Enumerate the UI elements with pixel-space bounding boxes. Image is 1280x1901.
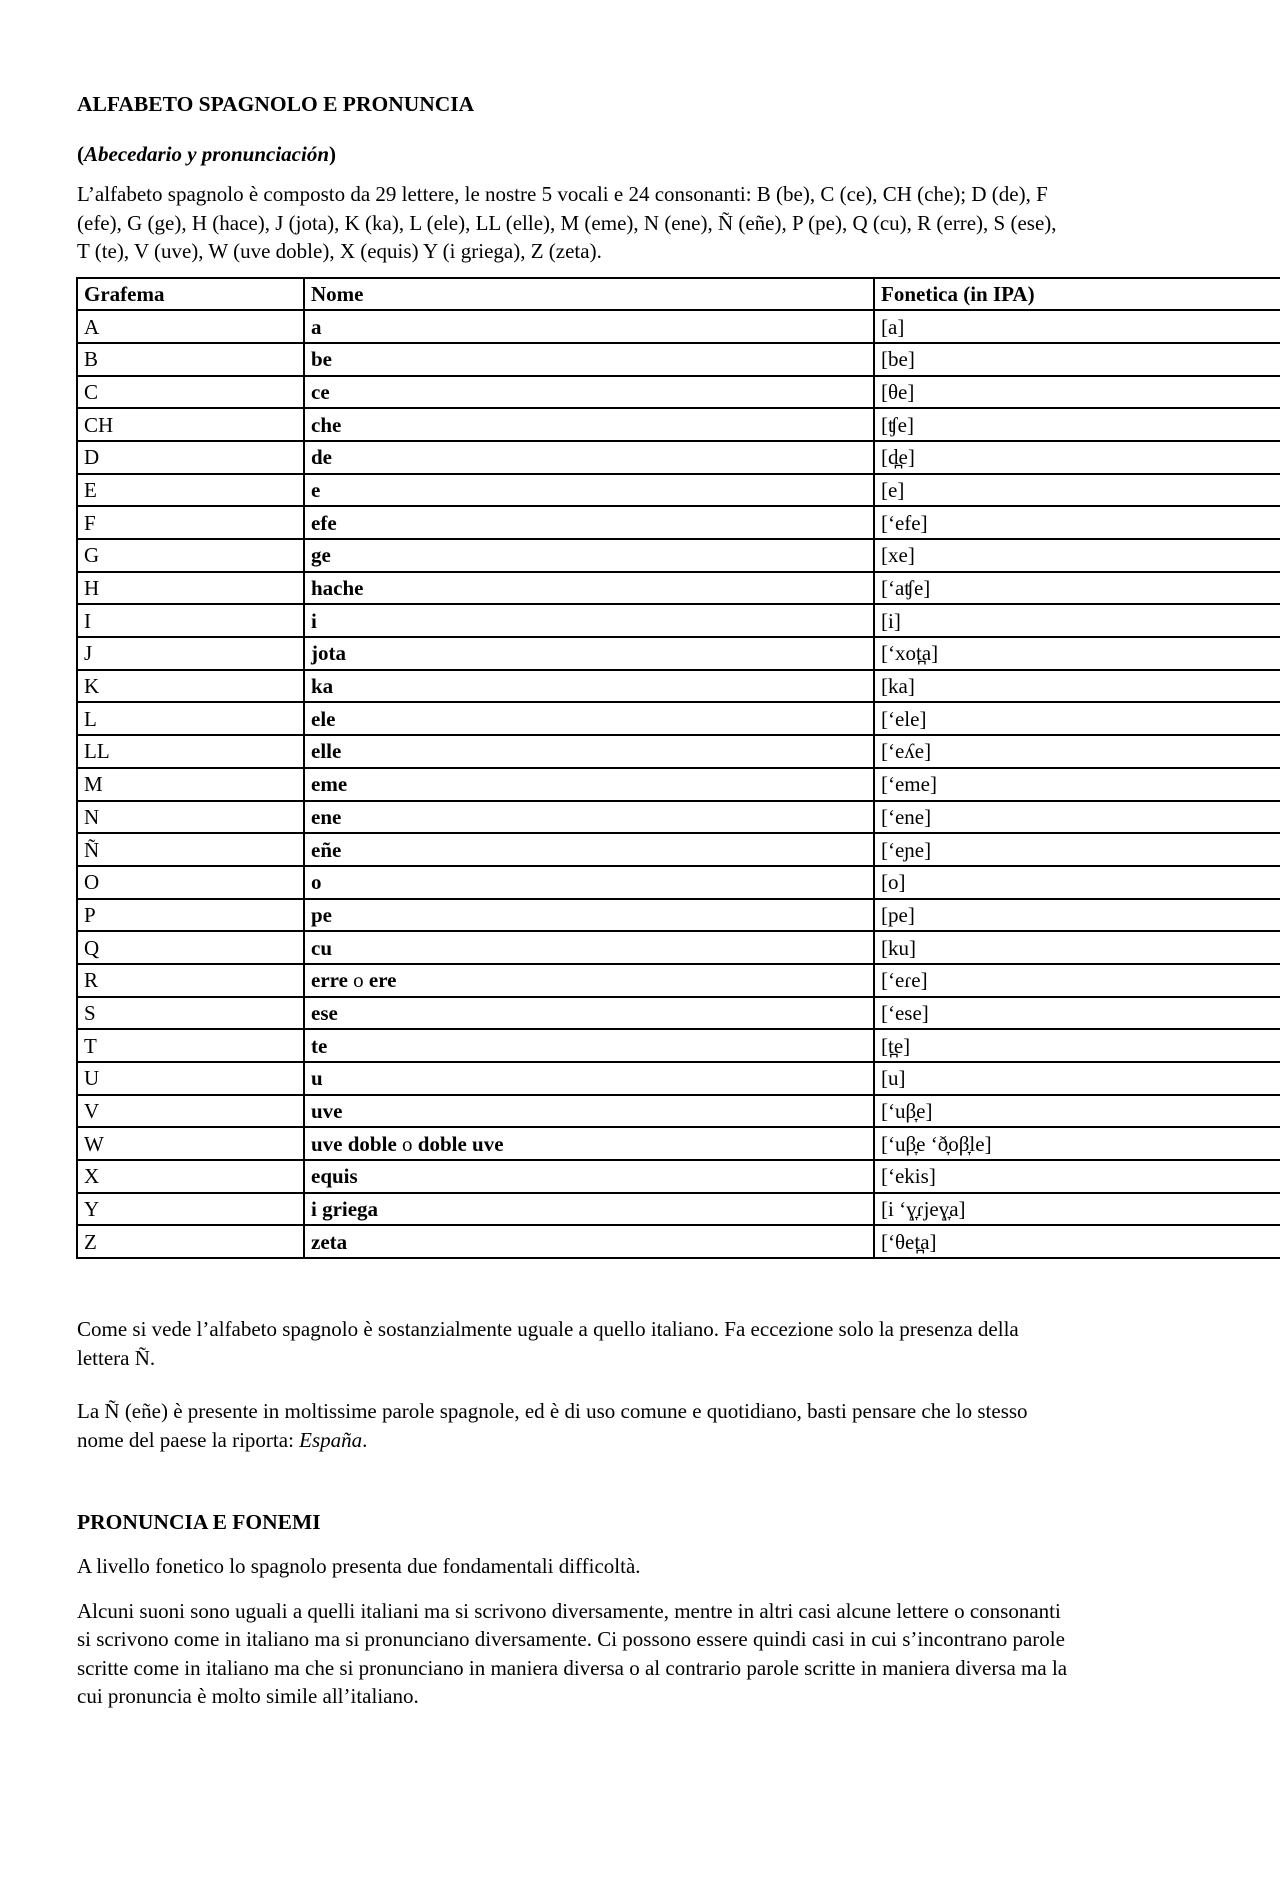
table-row xyxy=(77,637,1280,670)
nome-cell: u xyxy=(304,1062,874,1095)
grafema-cell: T xyxy=(77,1029,304,1062)
ipa-cell: [ka] xyxy=(874,670,1280,703)
grafema-cell: W xyxy=(77,1127,304,1160)
grafema-cell: Z xyxy=(77,1225,304,1258)
table-header-nome: Nome xyxy=(304,278,874,311)
paragraph-line: T (te), V (uve), W (uve doble), X (equis) Y (i griega), Z (zeta). xyxy=(77,239,602,263)
grafema-cell: CH xyxy=(77,408,304,441)
paragraph-line xyxy=(77,1426,1280,1455)
grafema-cell: X xyxy=(77,1160,304,1193)
table-row xyxy=(77,408,1280,441)
table-row xyxy=(77,1062,1280,1095)
nome-cell: a xyxy=(304,310,874,343)
espana-italic-text: España xyxy=(299,1427,363,1452)
ipa-cell: [t̪e] xyxy=(874,1029,1280,1062)
grafema-cell: E xyxy=(77,474,304,507)
paragraph-line: cui pronuncia è molto simile all’italiano. xyxy=(77,1684,419,1709)
grafema-cell: F xyxy=(77,506,304,539)
page-title: ALFABETO SPAGNOLO E PRONUNCIA xyxy=(77,92,475,116)
paragraph-line: Alcuni suoni sono uguali a quelli italiani ma si scrivono diversamente, mentre in altri casi alcune lettere o consonanti xyxy=(77,1598,1061,1623)
grafema-cell: G xyxy=(77,539,304,572)
table-row xyxy=(77,572,1280,605)
nome-cell: be xyxy=(304,343,874,376)
paragraph-line: (efe), G (ge), H (hace), J (jota), K (ka), L (ele), LL (elle), M (eme), N (ene), Ñ (eñe), P (pe), Q (cu), R (erre), S (ese), xyxy=(77,210,1057,235)
grafema-cell: H xyxy=(77,572,304,605)
paragraph-text: nome del paese la riporta: xyxy=(77,1427,300,1452)
nome-cell: erre o ere xyxy=(304,964,874,997)
table-row xyxy=(77,964,1280,997)
grafema-cell: Q xyxy=(77,931,304,964)
paragraph-line: Come si vede l’alfabeto spagnolo è sostanzialmente uguale a quello italiano. Fa eccezione solo la presenza della xyxy=(77,1317,1019,1342)
ipa-cell: [‘eme] xyxy=(874,768,1280,801)
grafema-cell: B xyxy=(77,343,304,376)
nome-cell: ele xyxy=(304,702,874,735)
grafema-cell: LL xyxy=(77,735,304,768)
paragraph-line: L’alfabeto spagnolo è composto da 29 lettere, le nostre 5 vocali e 24 consonanti: B (be), C (ce), CH (che); D (de), F xyxy=(77,182,1048,206)
ipa-cell: [‘ele] xyxy=(874,702,1280,735)
table-row xyxy=(77,474,1280,507)
grafema-cell: S xyxy=(77,997,304,1030)
nome-cell: i xyxy=(304,604,874,637)
phonetics-paragraph-1 xyxy=(77,1552,1280,1581)
nome-cell: eme xyxy=(304,768,874,801)
ipa-cell: [‘uβ̞e ‘ð̞oβ̞le] xyxy=(874,1127,1280,1160)
nome-cell: uve doble o doble uve xyxy=(304,1127,874,1160)
table-row xyxy=(77,997,1280,1030)
grafema-cell: Ñ xyxy=(77,833,304,866)
paragraph-line: A livello fonetico lo spagnolo presenta due fondamentali difficoltà. xyxy=(77,1554,641,1579)
table-header-fonetica: Fonetica (in IPA) xyxy=(874,278,1280,311)
nome-cell: de xyxy=(304,441,874,474)
ipa-cell: [‘eʎe] xyxy=(874,735,1280,768)
section-heading: PRONUNCIA E FONEMI xyxy=(77,1510,321,1535)
nome-cell: i griega xyxy=(304,1193,874,1226)
table-row xyxy=(77,1127,1280,1160)
table-row xyxy=(77,1095,1280,1128)
nome-cell: te xyxy=(304,1029,874,1062)
grafema-cell: I xyxy=(77,604,304,637)
ipa-cell: [‘eɲe] xyxy=(874,833,1280,866)
grafema-cell: N xyxy=(77,801,304,834)
table-row xyxy=(77,670,1280,703)
grafema-cell: Y xyxy=(77,1193,304,1226)
grafema-cell: O xyxy=(77,866,304,899)
nome-cell: equis xyxy=(304,1160,874,1193)
ipa-cell: [pe] xyxy=(874,899,1280,932)
ipa-cell: [‘aʧe] xyxy=(874,572,1280,605)
note-paragraph-2 xyxy=(77,1397,1280,1454)
table-row xyxy=(77,702,1280,735)
grafema-cell: U xyxy=(77,1062,304,1095)
grafema-cell: D xyxy=(77,441,304,474)
table-row xyxy=(77,1029,1280,1062)
ipa-cell: [‘θet̪a] xyxy=(874,1225,1280,1258)
grafema-cell: C xyxy=(77,376,304,409)
ipa-cell: [i ‘ɣ̞ɾjeɣ̞a] xyxy=(874,1193,1280,1226)
nome-cell: o xyxy=(304,866,874,899)
page-subtitle xyxy=(77,140,1280,168)
nome-cell: e xyxy=(304,474,874,507)
phonetics-paragraph-2 xyxy=(77,1597,1280,1711)
table-row xyxy=(77,1160,1280,1193)
nome-cell: uve xyxy=(304,1095,874,1128)
subtitle-italic-text: Abecedario y pronunciación xyxy=(84,142,329,166)
nome-cell: ce xyxy=(304,376,874,409)
paragraph-line: scritte come in italiano ma che si pronunciano in maniera diversa o al contrario parole scritte in maniera diversa ma la xyxy=(77,1655,1068,1680)
nome-cell: ge xyxy=(304,539,874,572)
table-row xyxy=(77,604,1280,637)
ipa-cell: [o] xyxy=(874,866,1280,899)
alphabet-table xyxy=(76,277,1280,1260)
ipa-cell: [xe] xyxy=(874,539,1280,572)
ipa-cell: [i] xyxy=(874,604,1280,637)
grafema-cell: K xyxy=(77,670,304,703)
ipa-cell: [‘xot̪a] xyxy=(874,637,1280,670)
intro-paragraph xyxy=(77,180,1280,266)
table-row xyxy=(77,801,1280,834)
nome-cell: che xyxy=(304,408,874,441)
nome-cell: jota xyxy=(304,637,874,670)
nome-cell: efe xyxy=(304,506,874,539)
ipa-cell: [ʧe] xyxy=(874,408,1280,441)
document-page xyxy=(0,90,1280,1711)
table-row xyxy=(77,931,1280,964)
nome-cell: hache xyxy=(304,572,874,605)
nome-cell: cu xyxy=(304,931,874,964)
nome-cell: elle xyxy=(304,735,874,768)
table-row xyxy=(77,343,1280,376)
ipa-cell: [be] xyxy=(874,343,1280,376)
paragraph-text: . xyxy=(362,1427,368,1452)
nome-cell: zeta xyxy=(304,1225,874,1258)
nome-cell: eñe xyxy=(304,833,874,866)
table-row xyxy=(77,735,1280,768)
grafema-cell: L xyxy=(77,702,304,735)
note-paragraph-1 xyxy=(77,1315,1280,1372)
table-row xyxy=(77,1193,1280,1226)
subtitle-paren-open: ( xyxy=(77,142,84,166)
table-header-grafema: Grafema xyxy=(77,278,304,311)
ipa-cell: [e] xyxy=(874,474,1280,507)
grafema-cell: M xyxy=(77,768,304,801)
ipa-cell: [θe] xyxy=(874,376,1280,409)
table-row xyxy=(77,768,1280,801)
table-row xyxy=(77,539,1280,572)
ipa-cell: [‘ese] xyxy=(874,997,1280,1030)
nome-cell: ene xyxy=(304,801,874,834)
nome-cell: pe xyxy=(304,899,874,932)
grafema-cell: J xyxy=(77,637,304,670)
ipa-cell: [‘ekis] xyxy=(874,1160,1280,1193)
ipa-cell: [a] xyxy=(874,310,1280,343)
table-row xyxy=(77,310,1280,343)
table-row xyxy=(77,899,1280,932)
ipa-cell: [u] xyxy=(874,1062,1280,1095)
ipa-cell: [‘efe] xyxy=(874,506,1280,539)
table-row xyxy=(77,441,1280,474)
table-row xyxy=(77,866,1280,899)
paragraph-line: La Ñ (eñe) è presente in moltissime parole spagnole, ed è di uso comune e quotidiano, basti pensare che lo stesso xyxy=(77,1399,1028,1424)
paragraph-line: lettera Ñ. xyxy=(77,1345,156,1370)
ipa-cell: [‘eɾe] xyxy=(874,964,1280,997)
grafema-cell: R xyxy=(77,964,304,997)
ipa-cell: [ku] xyxy=(874,931,1280,964)
grafema-cell: P xyxy=(77,899,304,932)
nome-cell: ka xyxy=(304,670,874,703)
grafema-cell: V xyxy=(77,1095,304,1128)
grafema-cell: A xyxy=(77,310,304,343)
paragraph-line: si scrivono come in italiano ma si pronunciano diversamente. Ci possono essere quindi casi in cui s’incontrano parole xyxy=(77,1627,1065,1652)
subtitle-paren-close: ) xyxy=(329,142,336,166)
ipa-cell: [‘uβ̞e] xyxy=(874,1095,1280,1128)
table-row xyxy=(77,1225,1280,1258)
ipa-cell: [d̪e] xyxy=(874,441,1280,474)
table-row xyxy=(77,376,1280,409)
nome-cell: ese xyxy=(304,997,874,1030)
table-header-row xyxy=(77,278,1280,311)
table-row xyxy=(77,833,1280,866)
table-row xyxy=(77,506,1280,539)
ipa-cell: [‘ene] xyxy=(874,801,1280,834)
